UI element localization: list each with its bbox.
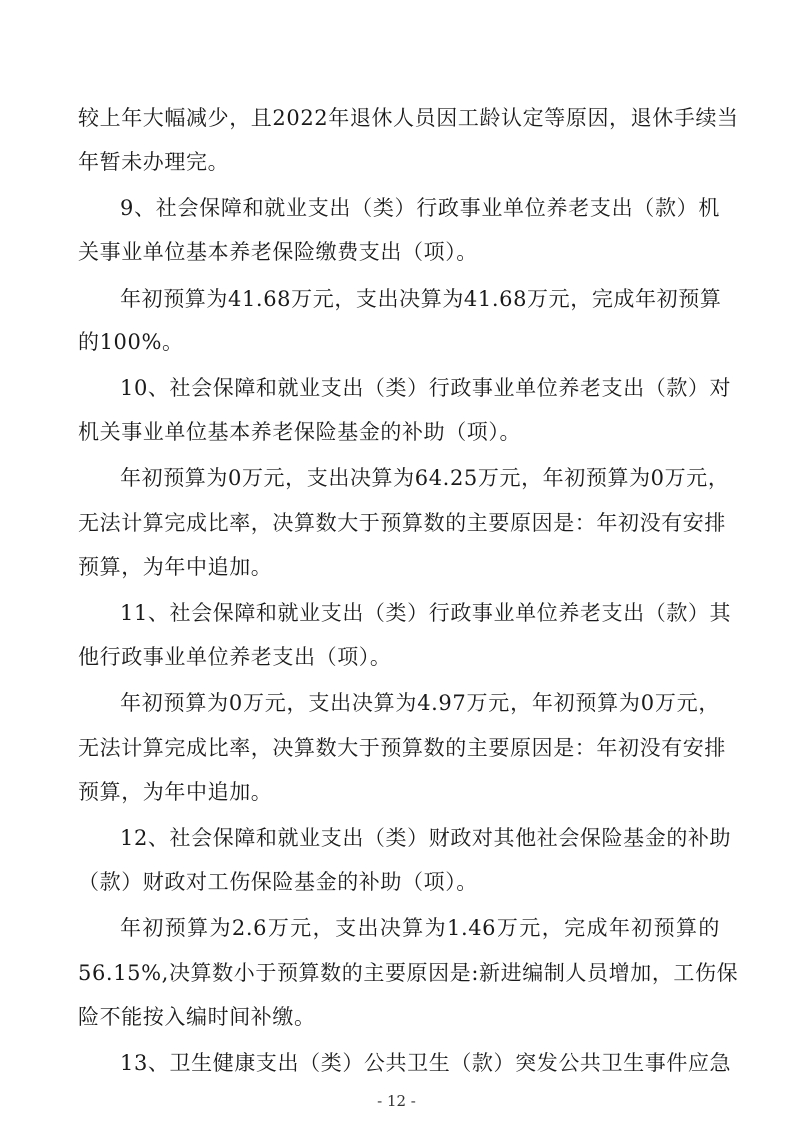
text-line: 险不能按入编时间补缴。	[78, 1005, 316, 1029]
text-line: 年初预算为41.68万元，支出决算为41.68万元，完成年初预算	[120, 287, 722, 311]
section-heading-11: 11、社会保障和就业支出（类）行政事业单位养老支出（款）其	[120, 601, 732, 625]
text-line: 年暂未办理完。	[78, 150, 230, 174]
section-heading-10: 10、社会保障和就业支出（类）行政事业单位养老支出（款）对	[120, 376, 732, 400]
section-heading-12-cont: （款）财政对工伤保险基金的补助（项）。	[78, 870, 478, 894]
section-heading-13: 13、卫生健康支出（类）公共卫生（款）突发公共卫生事件应急	[120, 1051, 732, 1075]
page-number: - 12 -	[377, 1092, 416, 1110]
section-heading-9-cont: 关事业单位基本养老保险缴费支出（项）。	[78, 240, 478, 264]
text-line: 无法计算完成比率，决算数大于预算数的主要原因是：年初没有安排	[78, 511, 726, 535]
text-line: 无法计算完成比率，决算数大于预算数的主要原因是：年初没有安排	[78, 736, 726, 760]
text-line: 56.15%,决算数小于预算数的主要原因是:新进编制人员增加，工伤保	[78, 961, 739, 985]
text-line: 较上年大幅减少，且2022年退休人员因工龄认定等原因，退休手续当	[78, 106, 739, 130]
text-line: 年初预算为0万元，支出决算为64.25万元，年初预算为0万元，	[120, 466, 730, 490]
section-heading-10-cont: 机关事业单位基本养老保险基金的补助（项）。	[78, 420, 522, 444]
section-heading-12: 12、社会保障和就业支出（类）财政对其他社会保险基金的补助	[120, 826, 732, 850]
text-line: 的100%。	[78, 330, 184, 354]
section-heading-9: 9、社会保障和就业支出（类）行政事业单位养老支出（款）机	[120, 196, 720, 220]
text-line: 年初预算为0万元，支出决算为4.97万元，年初预算为0万元，	[120, 691, 720, 715]
text-line: 预算，为年中追加。	[78, 780, 273, 804]
text-line: 年初预算为2.6万元，支出决算为1.46万元，完成年初预算的	[120, 916, 720, 940]
section-heading-11-cont: 他行政事业单位养老支出（项）。	[78, 645, 392, 669]
text-line: 预算，为年中追加。	[78, 555, 273, 579]
